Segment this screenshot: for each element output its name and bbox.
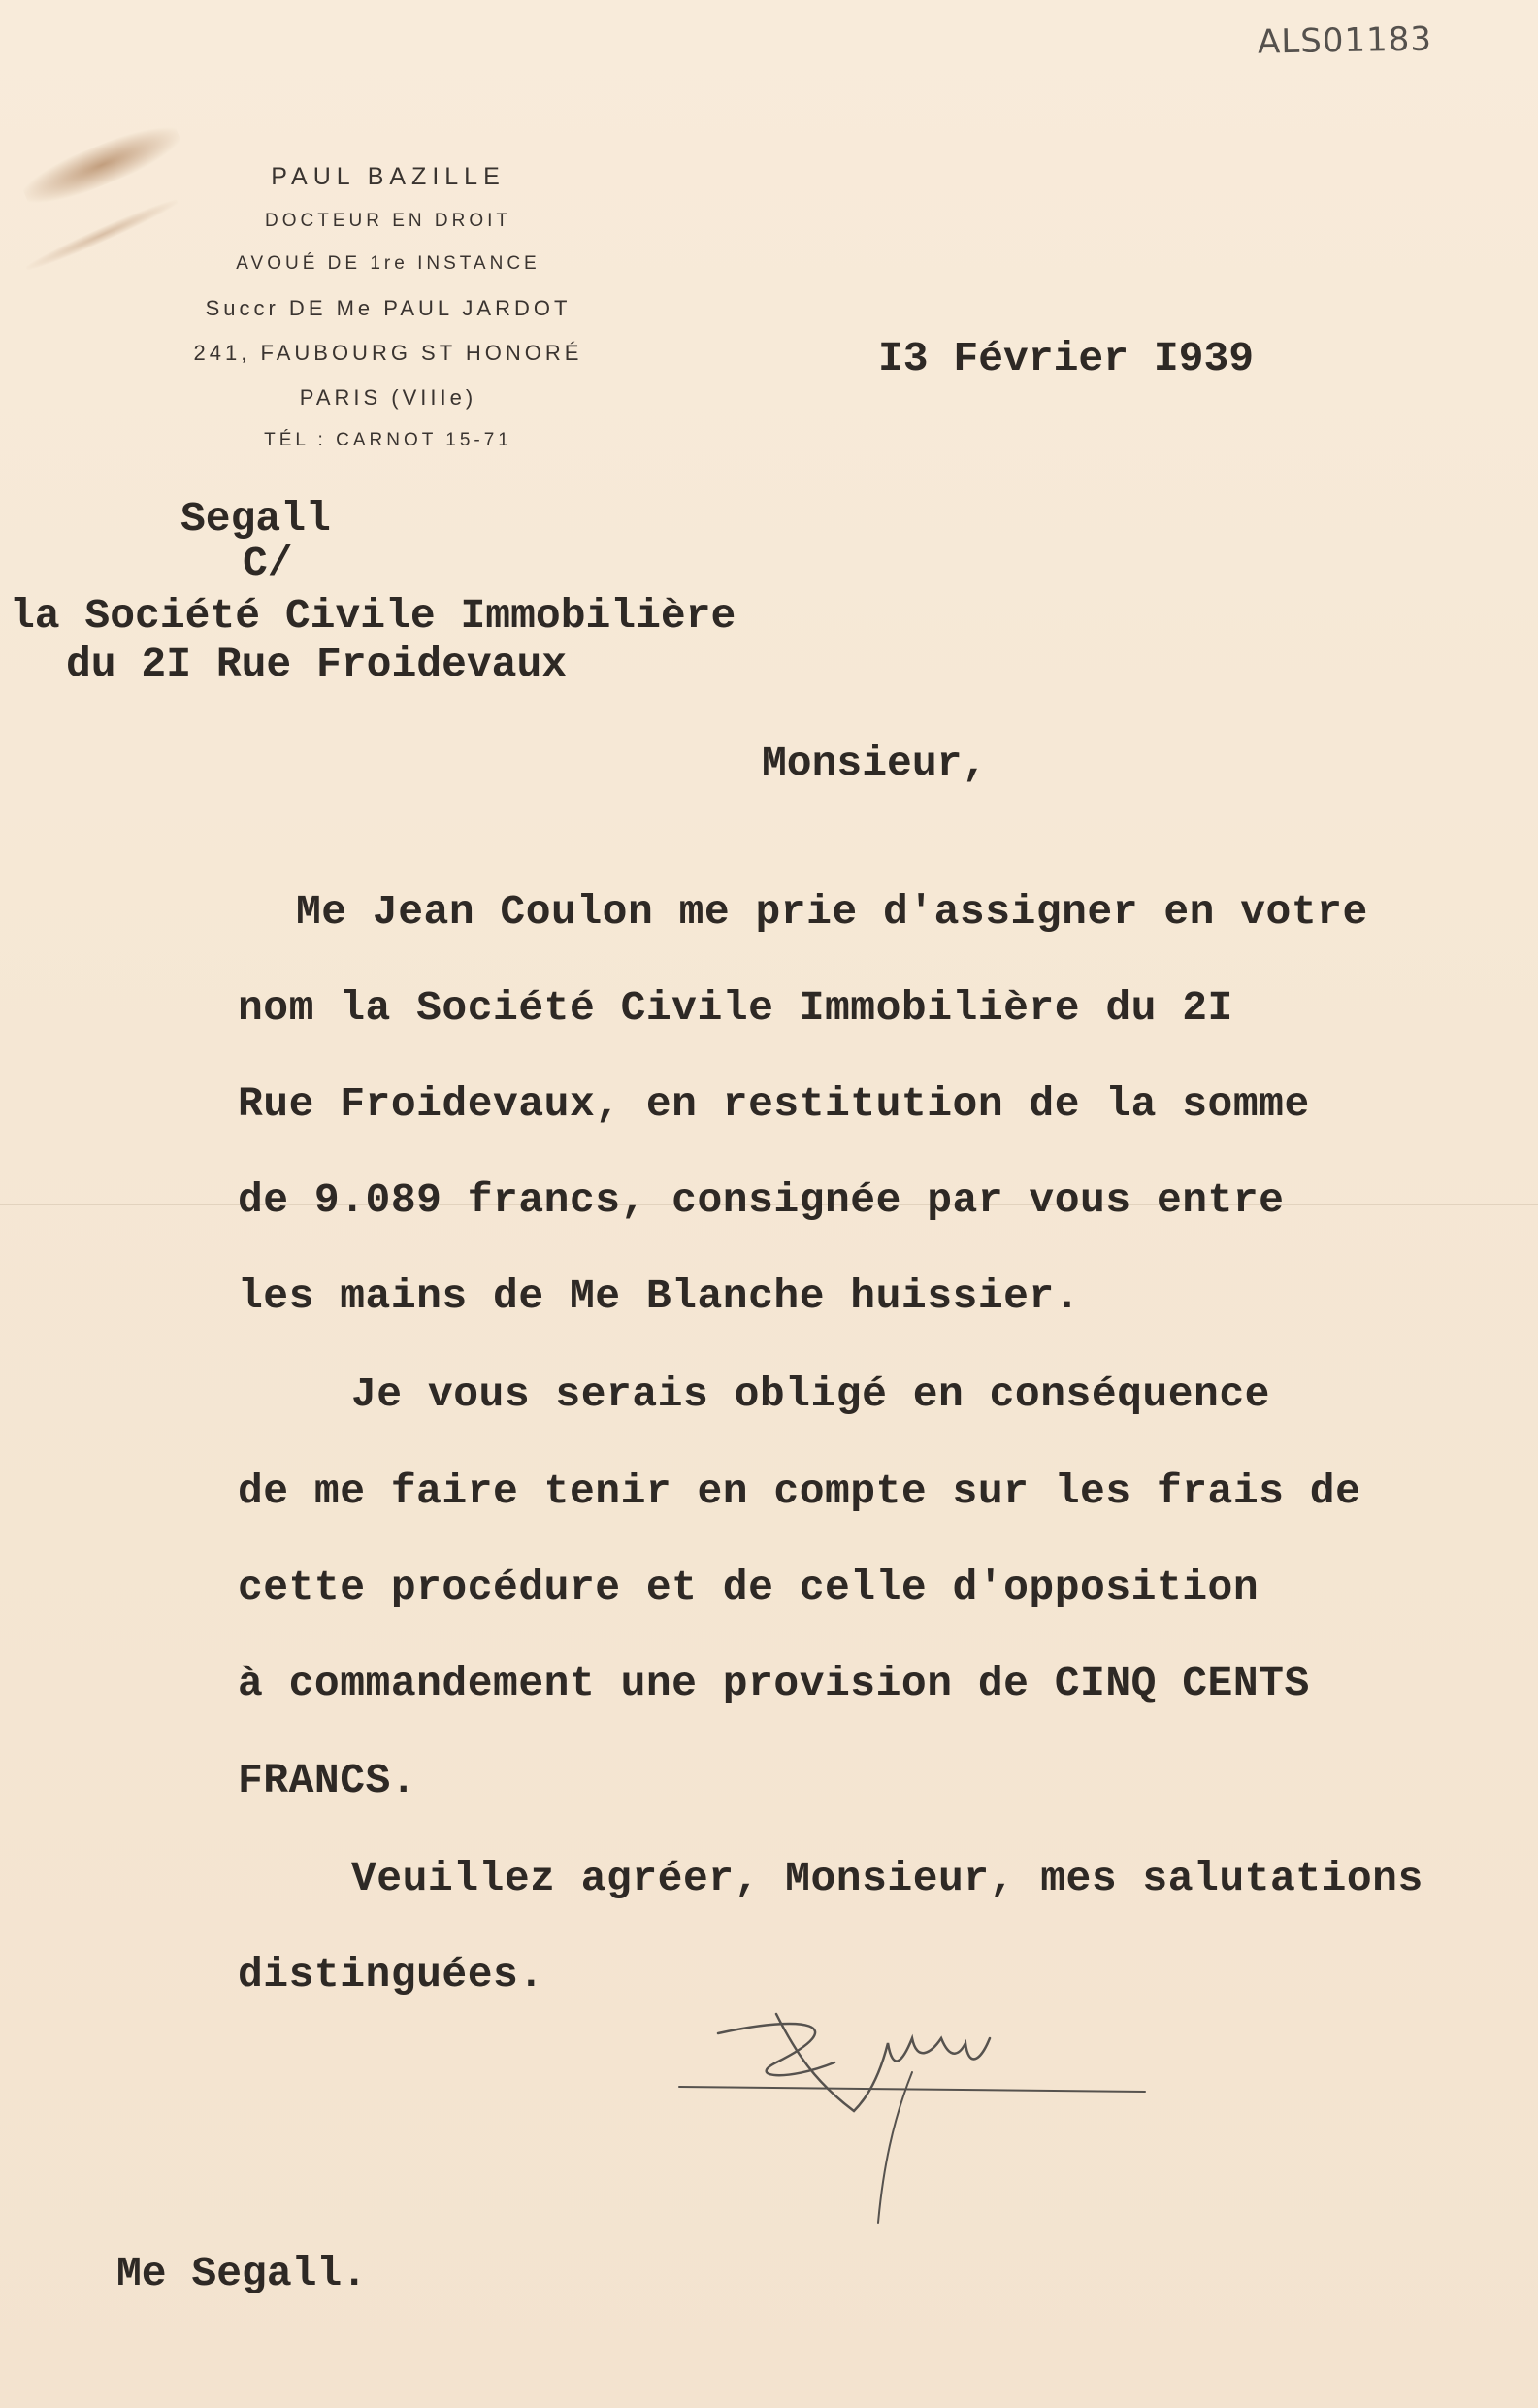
body-line: FRANCS. <box>238 1757 417 1804</box>
case-defendant-line2: du 2I Rue Froidevaux <box>66 641 568 688</box>
letterhead <box>146 163 631 473</box>
letterhead-office: AVOUÉ DE 1re INSTANCE <box>236 253 540 274</box>
case-plaintiff: Segall <box>180 495 331 543</box>
body-line: de me faire tenir en compte sur les frais de <box>238 1468 1361 1515</box>
addressee: Me Segall. <box>116 2250 368 2297</box>
body-line: les mains de Me Blanche huissier. <box>238 1272 1081 1320</box>
letterhead-name: PAUL BAZILLE <box>271 163 506 190</box>
letterhead-title: DOCTEUR EN DROIT <box>265 211 511 231</box>
body-line: Je vous serais obligé en conséquence <box>351 1370 1270 1418</box>
salutation: Monsieur, <box>762 740 988 787</box>
body-line: de 9.089 francs, consignée par vous entre <box>238 1176 1285 1224</box>
body-line: Me Jean Coulon me prie d'assigner en votre <box>296 888 1368 936</box>
letterhead-successor: Succr DE Me PAUL JARDOT <box>205 296 572 320</box>
letter-date: I3 Février I939 <box>878 335 1255 382</box>
archive-reference: ALS01183 <box>1257 19 1433 62</box>
signature-scrawl <box>660 1995 1164 2247</box>
letterhead-phone: TÉL : CARNOT 15-71 <box>264 430 512 450</box>
body-line: cette procédure et de celle d'opposition <box>238 1564 1260 1611</box>
body-line: Rue Froidevaux, en restitution de la somme <box>238 1080 1310 1128</box>
body-line: Veuillez agréer, Monsieur, mes salutations <box>351 1855 1423 1902</box>
body-line: à commandement une provision de CINQ CENTS <box>238 1660 1310 1707</box>
case-defendant-line1: la Société Civile Immobilière <box>10 592 736 640</box>
letterhead-city: PARIS (VIIIe) <box>299 385 477 410</box>
case-versus: C/ <box>243 540 293 587</box>
body-line: distinguées. <box>238 1951 544 1998</box>
letterhead-street: 241, FAUBOURG ST HONORÉ <box>193 341 583 365</box>
body-line: nom la Société Civile Immobilière du 2I <box>238 984 1233 1032</box>
